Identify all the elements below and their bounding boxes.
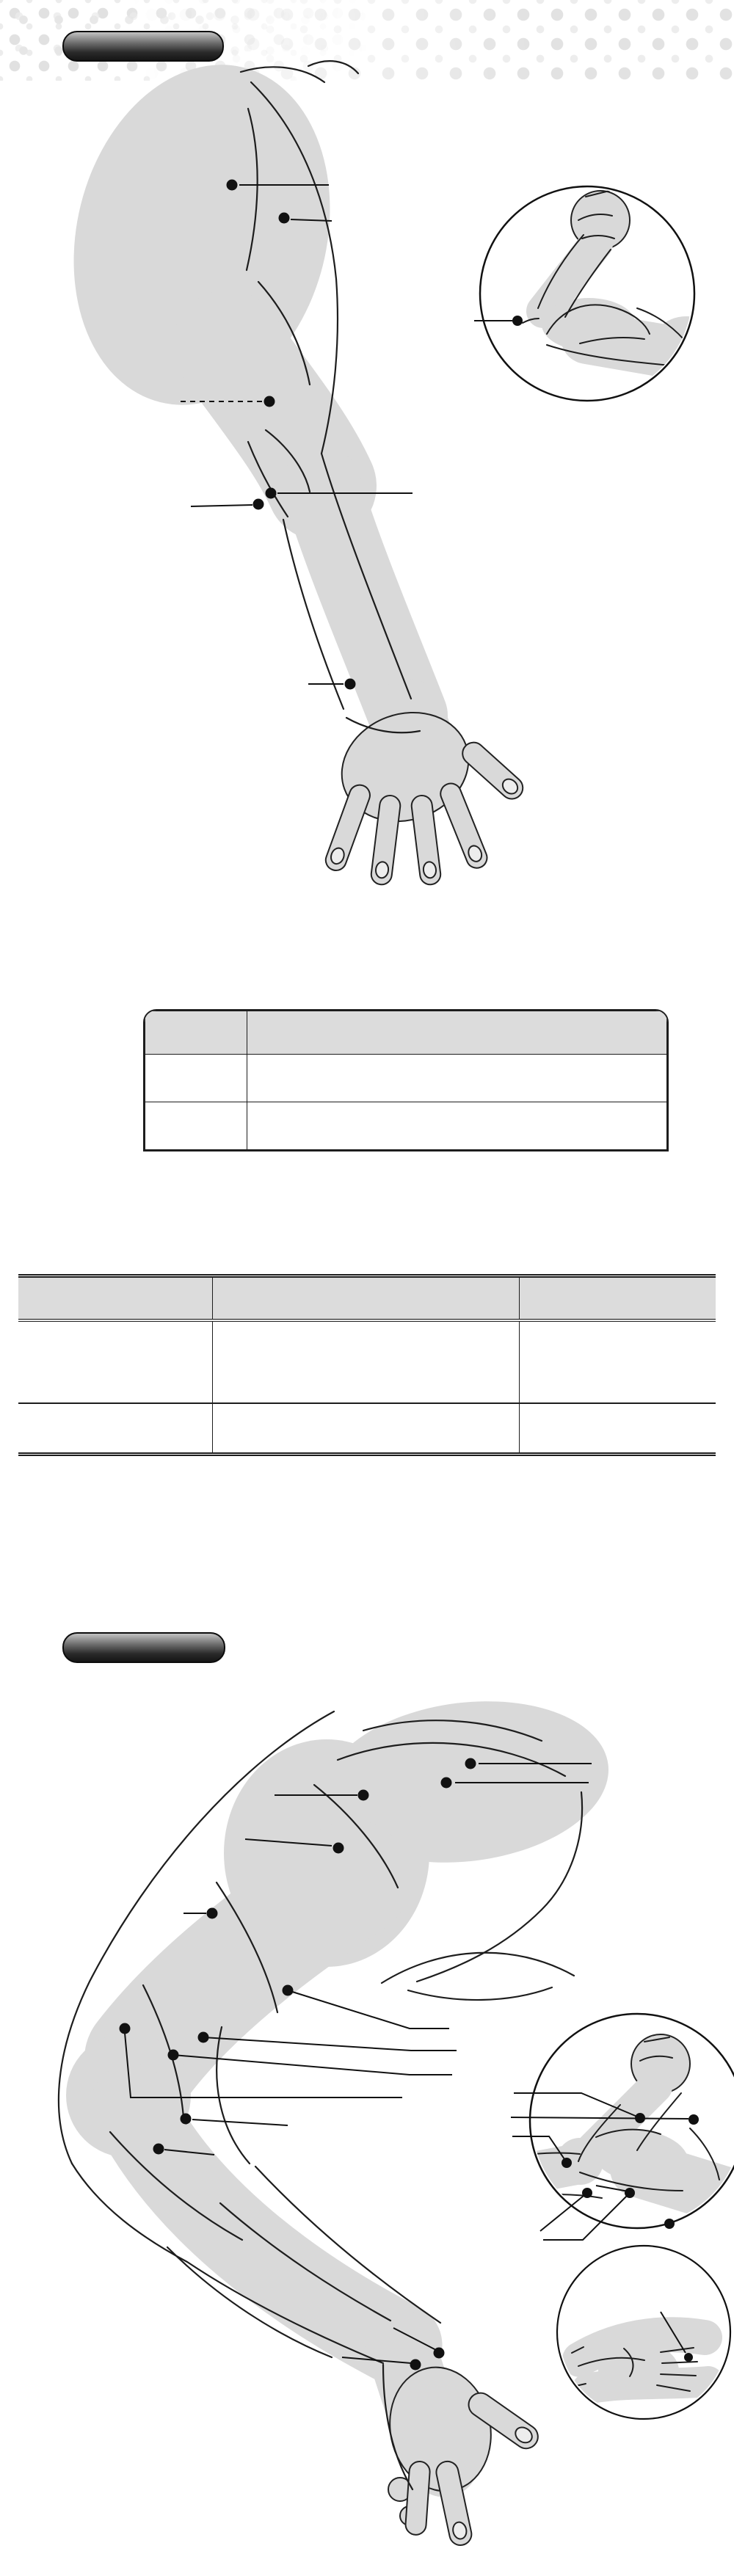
cell-disease <box>247 1102 667 1150</box>
table-row <box>18 1320 716 1403</box>
table-header-row <box>145 1011 667 1055</box>
section-header-badge-28-29 <box>62 31 224 62</box>
table-row <box>145 1102 667 1150</box>
elbow-inset-circle <box>480 186 726 401</box>
cell-response <box>520 1320 716 1403</box>
locations-table <box>18 1274 716 1456</box>
arm-back-illustration <box>39 37 527 886</box>
diseases-table <box>143 1009 669 1151</box>
column-header-response <box>520 1278 716 1320</box>
table-row <box>145 1055 667 1102</box>
cell-point-name <box>145 1055 247 1102</box>
table-row <box>18 1403 716 1452</box>
cell-location <box>213 1320 520 1403</box>
column-header-diseases <box>247 1011 667 1055</box>
cell-point-name <box>18 1320 213 1403</box>
section-header-badge-30-34 <box>62 1632 225 1663</box>
column-header-point-name <box>18 1278 213 1320</box>
column-header-location <box>213 1278 520 1320</box>
quchi-inset-circle <box>437 2014 734 2240</box>
cell-disease <box>247 1055 667 1102</box>
table-header-row <box>18 1278 716 1320</box>
lieque-inset-circle <box>557 2246 730 2419</box>
cell-response <box>520 1403 716 1452</box>
cell-point-name <box>18 1403 213 1452</box>
cell-point-name <box>145 1102 247 1150</box>
column-header-point-name <box>145 1011 247 1055</box>
cell-location <box>213 1403 520 1452</box>
